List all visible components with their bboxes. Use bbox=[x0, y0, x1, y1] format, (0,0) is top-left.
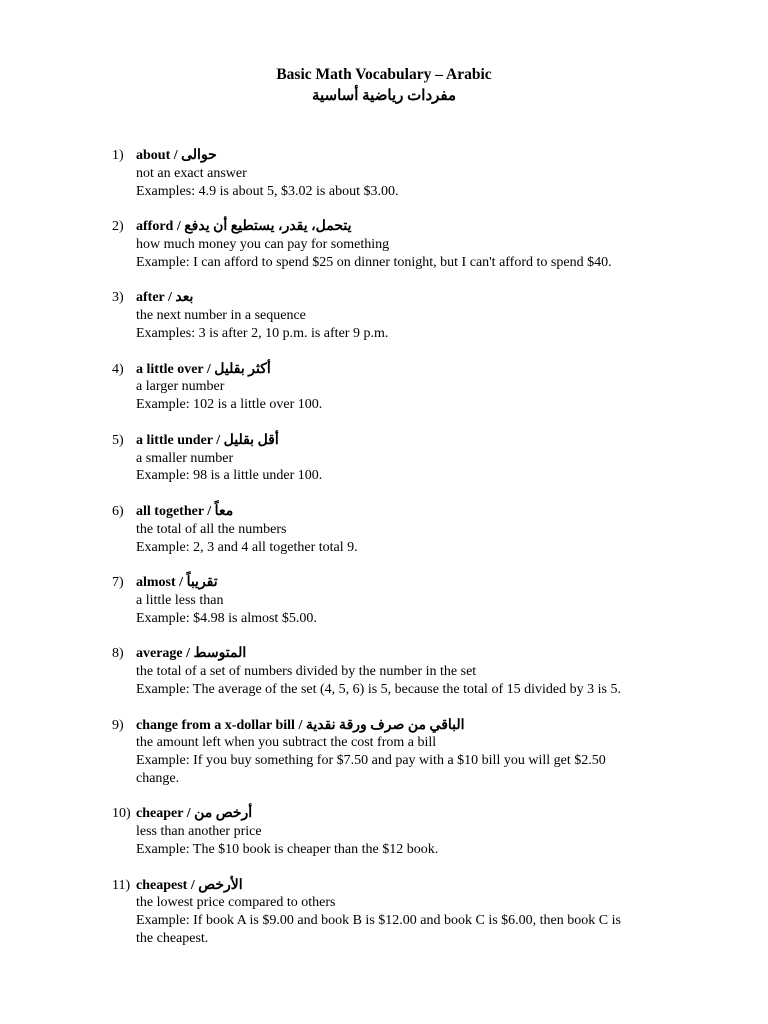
entry-number: 2) bbox=[112, 219, 124, 235]
entry-term: change from a x-dollar bill bbox=[136, 717, 295, 733]
vocabulary-entry bbox=[112, 218, 672, 271]
entry-arabic-translation: بعد bbox=[175, 290, 194, 306]
entry-number: 7) bbox=[112, 575, 124, 591]
entry-term: average bbox=[136, 646, 183, 662]
entry-term: a little under bbox=[136, 432, 213, 448]
vocabulary-entry bbox=[112, 805, 672, 858]
entry-arabic-translation: يتحمل، يقدر، يستطيع أن يدفع bbox=[184, 219, 352, 235]
entry-example: Example: The $10 book is cheaper than the $12 book. bbox=[136, 842, 439, 858]
entry-example: the cheapest. bbox=[136, 931, 209, 947]
entry-example: Example: If book A is $9.00 and book B is $12.00 and book C is $6.00, then book C is bbox=[136, 913, 621, 929]
entry-term-line bbox=[136, 147, 672, 165]
entry-arabic-translation: الباقي من صرف ورقة نقدية bbox=[305, 717, 465, 733]
entry-arabic-translation: أقل بقليل bbox=[223, 432, 279, 448]
entry-definition: a larger number bbox=[136, 379, 225, 395]
entry-term-line bbox=[136, 717, 672, 735]
entry-definition: not an exact answer bbox=[136, 165, 247, 181]
entry-term: cheaper bbox=[136, 806, 184, 822]
term-separator: / bbox=[183, 806, 195, 822]
vocabulary-entry bbox=[112, 645, 672, 698]
vocabulary-entry bbox=[112, 361, 672, 414]
entry-number: 10) bbox=[112, 806, 131, 822]
vocabulary-entry bbox=[112, 877, 672, 948]
entry-arabic-translation: الأرخص bbox=[198, 877, 243, 893]
entry-example: Example: $4.98 is almost $5.00. bbox=[136, 610, 317, 626]
entry-example: Example: 102 is a little over 100. bbox=[136, 397, 323, 413]
term-separator: / bbox=[203, 361, 215, 377]
entry-example: Examples: 3 is after 2, 10 p.m. is after 9 p.m. bbox=[136, 325, 389, 341]
entry-term-line bbox=[136, 574, 672, 592]
vocabulary-entry bbox=[112, 432, 672, 485]
entry-number: 4) bbox=[112, 361, 124, 377]
entry-definition: less than another price bbox=[136, 824, 262, 840]
entry-definition: a little less than bbox=[136, 592, 224, 608]
entry-arabic-translation: أكثر بقليل bbox=[214, 361, 271, 377]
document-subtitle-arabic: مفردات رياضية أساسية bbox=[311, 88, 457, 104]
entry-term: afford bbox=[136, 219, 174, 235]
entry-arabic-translation: أرخص من bbox=[194, 806, 253, 822]
entry-term-line bbox=[136, 645, 672, 663]
term-separator: / bbox=[203, 503, 215, 519]
entry-term: cheapest bbox=[136, 877, 188, 893]
entry-number: 1) bbox=[112, 148, 124, 163]
term-separator: / bbox=[212, 432, 224, 448]
entry-definition: a smaller number bbox=[136, 450, 234, 466]
entry-example: Example: If you buy something for $7.50 and pay with a $10 bill you will get $2.50 bbox=[136, 753, 606, 769]
entry-example: Example: 98 is a little under 100. bbox=[136, 468, 323, 484]
entry-term-line bbox=[136, 289, 672, 307]
vocabulary-entry bbox=[112, 503, 672, 556]
vocabulary-entry bbox=[112, 289, 672, 342]
entry-arabic-translation: المتوسط bbox=[193, 646, 247, 662]
entry-arabic-translation: تقريباً bbox=[186, 575, 218, 591]
vocabulary-list bbox=[112, 147, 672, 966]
term-separator: / bbox=[164, 290, 176, 306]
entry-number: 8) bbox=[112, 646, 124, 662]
entry-term-line bbox=[136, 361, 672, 379]
vocabulary-entry bbox=[112, 574, 672, 627]
entry-arabic-translation: معاً bbox=[214, 503, 234, 519]
entry-arabic-translation: حوالى bbox=[181, 148, 217, 163]
entry-definition: the amount left when you subtract the cost from a bill bbox=[136, 735, 437, 751]
entry-term: a little over bbox=[136, 361, 204, 377]
entry-number: 3) bbox=[112, 290, 124, 306]
entry-number: 6) bbox=[112, 503, 124, 519]
entry-definition: the lowest price compared to others bbox=[136, 895, 336, 911]
entry-number: 9) bbox=[112, 717, 124, 733]
entry-example: Example: The average of the set (4, 5, 6) is 5, because the total of 15 divided by 3 is 5. bbox=[136, 681, 621, 697]
entry-definition: the total of all the numbers bbox=[136, 521, 287, 537]
entry-term-line bbox=[136, 432, 672, 450]
term-separator: / bbox=[182, 646, 194, 662]
entry-term-line bbox=[136, 805, 672, 823]
entry-term: almost bbox=[136, 575, 176, 591]
entry-number: 11) bbox=[112, 877, 131, 893]
vocabulary-entry bbox=[112, 147, 672, 200]
entry-example: Example: I can afford to spend $25 on dinner tonight, but I can't afford to spend $40. bbox=[136, 254, 612, 270]
entry-term-line bbox=[136, 503, 672, 521]
entry-term-line bbox=[136, 877, 672, 895]
document-title: Basic Math Vocabulary – Arabic bbox=[276, 66, 492, 83]
entry-term-line bbox=[136, 218, 672, 236]
entry-example: Example: 2, 3 and 4 all together total 9. bbox=[136, 539, 358, 555]
term-separator: / bbox=[187, 877, 199, 893]
term-separator: / bbox=[170, 148, 182, 163]
vocabulary-entry bbox=[112, 717, 672, 788]
entry-number: 5) bbox=[112, 432, 124, 448]
term-separator: / bbox=[294, 717, 306, 733]
entry-term: after bbox=[136, 290, 165, 306]
entry-example: Examples: 4.9 is about 5, $3.02 is about $3.00. bbox=[136, 183, 399, 199]
term-separator: / bbox=[175, 575, 187, 591]
entry-term: all together bbox=[136, 503, 204, 519]
term-separator: / bbox=[173, 219, 185, 235]
entry-term: about bbox=[136, 148, 171, 163]
entry-definition: how much money you can pay for something bbox=[136, 236, 390, 252]
entry-definition: the next number in a sequence bbox=[136, 308, 306, 324]
entry-definition: the total of a set of numbers divided by the number in the set bbox=[136, 664, 477, 680]
entry-example: change. bbox=[136, 770, 180, 786]
